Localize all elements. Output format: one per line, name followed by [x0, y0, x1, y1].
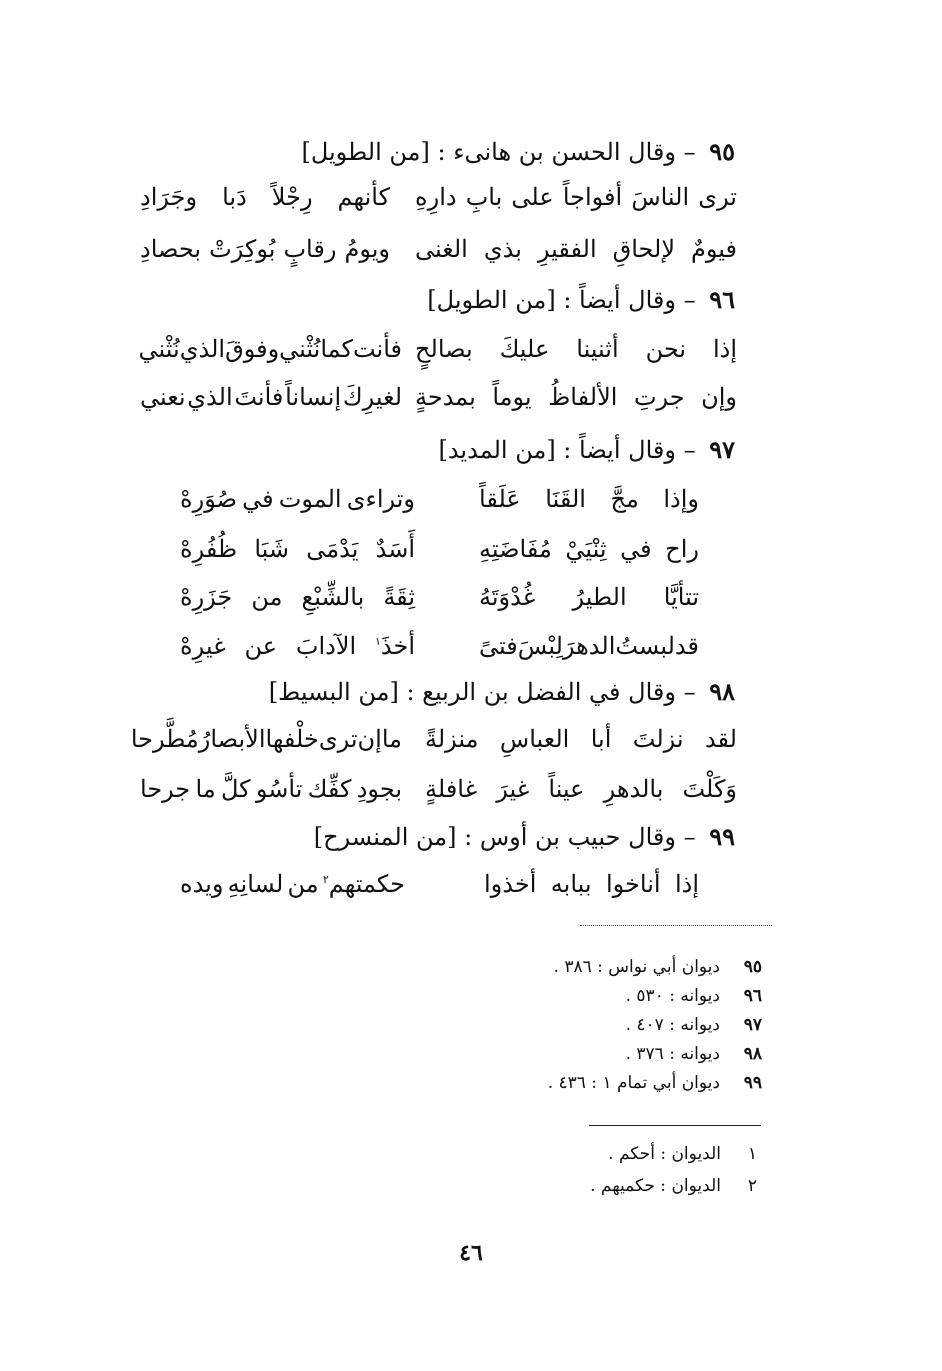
page-number: ٤٦: [459, 1240, 483, 1266]
poem-number: ٩٨: [709, 677, 735, 706]
word: فأنت: [352, 335, 402, 363]
word: نُثْني: [279, 335, 321, 363]
word: نزلتَ: [632, 725, 684, 753]
word: وإن: [701, 383, 737, 411]
source-number: ٩٥: [743, 957, 762, 977]
footnote-mark: ٢: [322, 873, 329, 886]
word: جرتِ: [633, 383, 685, 411]
word: رِجْلاً: [271, 183, 313, 211]
word: دَبا: [222, 183, 247, 211]
verse-first-hemistich: [425, 725, 737, 753]
word: إذا: [674, 870, 699, 898]
source-line: [548, 1073, 762, 1093]
poem-heading: [314, 822, 735, 851]
word: فيومٌ: [691, 235, 737, 263]
word: الذي: [187, 383, 233, 411]
word: وَكَلْتَ: [682, 775, 737, 803]
word: لسانِهِ: [227, 870, 284, 898]
word: بذي: [483, 235, 522, 263]
word: ثِنْيَيْ: [565, 535, 607, 563]
word: كفِّك: [307, 775, 352, 803]
source-text: ديوانه : ٥٣٠ .: [625, 986, 720, 1006]
word: الموت: [278, 485, 342, 513]
source-line: [626, 1015, 762, 1035]
verse-first-hemistich: [479, 535, 699, 563]
word: لِبْسَ: [517, 632, 563, 660]
word: فتىً: [479, 632, 518, 660]
source-text: ديوان أبي تمام ١ : ٤٣٦ .: [547, 1073, 720, 1093]
verse-second-hemistich: [180, 535, 415, 563]
verse: [180, 632, 699, 668]
word: [323, 870, 405, 898]
poem-number: ٩٧: [709, 435, 735, 464]
poem-number: ٩٩: [709, 822, 735, 851]
verse-second-hemistich: [140, 383, 402, 411]
word: إذا: [712, 335, 737, 363]
word: كلَّ: [220, 775, 251, 803]
source-number: ٩٦: [743, 986, 762, 1006]
dotted-divider: [580, 925, 772, 926]
word: غيرِهْ: [180, 632, 226, 660]
verse: [140, 335, 737, 371]
word: غيرَ: [496, 775, 530, 803]
source-line: [554, 957, 762, 977]
word: فأنتَ: [234, 383, 284, 411]
word: يوماً: [492, 383, 532, 411]
word: قد: [674, 632, 699, 660]
source-number: ٩٩: [743, 1073, 762, 1093]
word: كأنهم: [337, 183, 390, 211]
verse-second-hemistich: [140, 335, 402, 363]
word: بُوكِرَتْ: [209, 235, 276, 263]
word: تأسُو: [255, 775, 303, 803]
source-text: ديوانه : ٤٠٧ .: [625, 1015, 720, 1035]
word: وجَرَادِ: [140, 183, 198, 211]
word: ويده: [180, 870, 224, 898]
word: لقد: [704, 725, 737, 753]
footnote-mark: ١: [374, 635, 381, 648]
word: الغنى: [415, 235, 468, 263]
verse-second-hemistich: [180, 583, 415, 611]
word: [375, 632, 415, 660]
source-number: ٩٧: [743, 1015, 762, 1035]
verse: [140, 383, 737, 419]
verse: [180, 535, 699, 571]
verse-second-hemistich: [140, 775, 402, 803]
word: ترى: [318, 725, 358, 753]
verse: [140, 775, 737, 811]
verse-second-hemistich: [180, 485, 415, 513]
word: القَنَا: [545, 485, 586, 513]
word: بمدحةٍ: [415, 383, 476, 411]
word: بالشِّبْعِ: [301, 583, 365, 611]
word: أفواجاً: [562, 183, 623, 211]
word: ظُفُرِهْ: [180, 535, 238, 563]
verse-second-hemistich: [130, 725, 402, 753]
word: في: [242, 485, 274, 513]
word: صُوَرِهْ: [180, 485, 237, 513]
word: غُدْوَتَهُ: [479, 583, 536, 611]
word: العباسِ: [499, 725, 570, 753]
note-number: ٢: [747, 1176, 757, 1196]
poem-heading-text: – وقال في الفضل بن الربيع : [من البسيط]: [268, 678, 696, 706]
word: من: [251, 583, 283, 611]
verse: [180, 583, 699, 619]
word: بالدهرِ: [603, 775, 664, 803]
word: إنساناً: [285, 383, 342, 411]
poem-number: ٩٦: [709, 285, 735, 314]
word: يَدْمَى: [306, 535, 359, 563]
word: الأبصارُ: [198, 725, 266, 753]
verse-second-hemistich: [180, 870, 405, 898]
word: عَلَقاً: [479, 485, 521, 513]
verse-first-hemistich: [484, 870, 699, 898]
word: إن: [357, 725, 382, 753]
verse-second-hemistich: [140, 183, 390, 211]
poem-heading: [427, 285, 735, 314]
solid-divider: [589, 1125, 761, 1126]
source-text: ديوانه : ٣٧٦ .: [625, 1044, 720, 1064]
word: الناسَ: [631, 183, 690, 211]
word: نعني: [140, 383, 186, 411]
word: تتأيَّا: [663, 583, 699, 611]
word: على: [511, 183, 554, 211]
word: ما: [195, 775, 216, 803]
verse: [140, 183, 737, 219]
word: رقابٍ: [283, 235, 337, 263]
verse-first-hemistich: [415, 383, 737, 411]
word: جرحا: [140, 775, 191, 803]
verse: [180, 485, 699, 521]
word: ببابه: [550, 870, 592, 898]
note-line: [590, 1176, 757, 1196]
word: ثِقَةً: [383, 583, 415, 611]
source-line: [626, 1044, 762, 1064]
word: بجودِ: [356, 775, 402, 803]
word-text: حكمتهم: [328, 870, 405, 898]
word: منزلةً: [425, 725, 479, 753]
word: بصالحٍ: [415, 335, 473, 363]
word: لإلحاقِ: [612, 235, 676, 263]
word: وتراءى: [346, 485, 415, 513]
note-line: [608, 1144, 757, 1164]
word: مجَّ: [610, 485, 639, 513]
word: أناخوا: [605, 870, 661, 898]
word: جَزَرِهْ: [180, 583, 233, 611]
word: وإذا: [663, 485, 699, 513]
poem-heading-text: – وقال أيضاً : [من الطويل]: [427, 286, 696, 314]
word: لغيرِكَ: [342, 383, 402, 411]
word: خلْفها: [265, 725, 319, 753]
poem-heading-text: – وقال أيضاً : [من المديد]: [438, 436, 696, 464]
word: أَسَدٌ: [375, 535, 415, 563]
word: الآدابَ: [295, 632, 357, 660]
word: أبا: [590, 725, 612, 753]
word: الطيرُ: [572, 583, 627, 611]
word: ويومُ: [344, 235, 390, 263]
verse-second-hemistich: [180, 632, 415, 660]
word: وفوقَ: [225, 335, 280, 363]
poem-number: ٩٥: [709, 137, 735, 166]
source-number: ٩٨: [743, 1044, 762, 1064]
verse-first-hemistich: [415, 335, 737, 363]
source-line: [626, 986, 762, 1006]
word-text: أخذَ: [380, 632, 415, 660]
word: عيناً: [548, 775, 585, 803]
word: الدهرَ: [562, 632, 616, 660]
poem-heading: [269, 677, 735, 706]
word: شَبَا: [254, 535, 289, 563]
poem-heading: [438, 435, 735, 464]
word: في: [620, 535, 652, 563]
word: راح: [665, 535, 699, 563]
source-text: ديوان أبي نواس : ٣٨٦ .: [553, 957, 720, 977]
word: نحن: [645, 335, 687, 363]
word: من: [287, 870, 319, 898]
poem-heading-text: – وقال حبيب بن أوس : [من المنسرح]: [313, 823, 696, 851]
verse-first-hemistich: [479, 583, 699, 611]
word: بابِ: [465, 183, 503, 211]
word: أخذوا: [484, 870, 537, 898]
verse-second-hemistich: [140, 235, 390, 263]
word: مُفَاضَتِهِ: [479, 535, 552, 563]
note-number: ١: [747, 1144, 757, 1164]
word: نُثْني: [138, 335, 180, 363]
verse: [140, 235, 737, 271]
verse-first-hemistich: [425, 775, 737, 803]
verse-first-hemistich: [479, 485, 699, 513]
word: بحصادِ: [140, 235, 202, 263]
word: عليكَ: [499, 335, 550, 363]
poem-heading: [301, 137, 735, 166]
word: غافلةٍ: [425, 775, 478, 803]
word: دارِهِ: [415, 183, 457, 211]
word: الذي: [179, 335, 226, 363]
verse-first-hemistich: [415, 183, 737, 211]
word: كما: [320, 335, 353, 363]
word: لبستُ: [615, 632, 675, 660]
note-text: الديوان : حكميهم .: [590, 1176, 721, 1196]
word: الفقيرِ: [537, 235, 597, 263]
word: الألفاظُ: [548, 383, 618, 411]
word: ما: [381, 725, 402, 753]
note-text: الديوان : أحكم .: [608, 1144, 721, 1164]
word: أثنينا: [576, 335, 619, 363]
verse-first-hemistich: [415, 235, 737, 263]
poem-heading-text: – وقال الحسن بن هانىء : [من الطويل]: [301, 138, 696, 166]
word: ترى: [698, 183, 737, 211]
verse: [180, 870, 699, 906]
word: عن: [244, 632, 278, 660]
verse: [130, 725, 737, 761]
verse-first-hemistich: [479, 632, 699, 660]
word: مُطَّرحا: [130, 725, 199, 753]
